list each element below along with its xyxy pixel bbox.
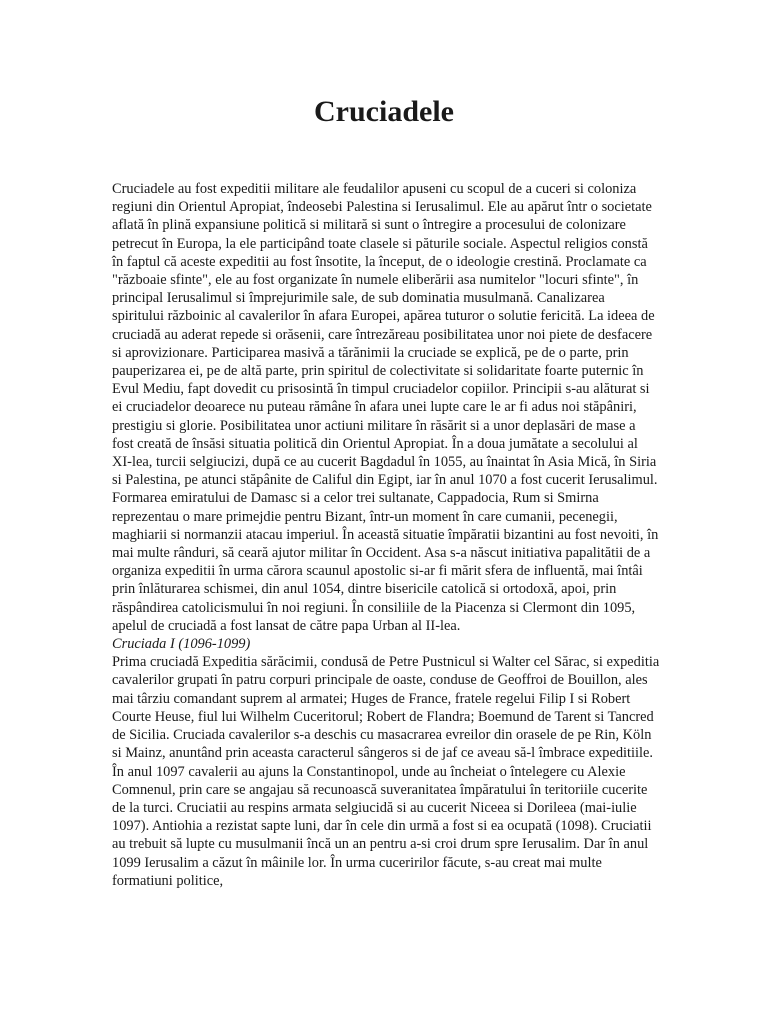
section-heading: Cruciada I (1096-1099) bbox=[112, 636, 251, 653]
section-paragraph: Prima cruciadă Expeditia sărăcimii, condusă de Petre Pustnicul si Walter cel Sărac, si expeditia cavalerilor grupati în patru corpuri principale de oaste, conduse de Geoffroi de Bouillon, ales mai târziu comandant suprem al armatei; Huges de France, fratele regelui Filip I si Robert Courte Heuse, fiul lui Wilhelm Cuceritorul; Robert de Flandra; Boemund de Tarent si Tancred de Sicilia. Cruciada cavalerilor s-a deschis cu masacrarea evreilor din orasele de pe Rin, Köln si Mainz, anuntând prin aceasta caracterul sângeros si de jaf ce aveau să-l îmbrace expeditiile. În anul 1097 cavalerii au ajuns la Constantinopol, unde au încheiat o întelegere cu Alexie Comnenul, prin care se angajau să recunoască suveranitatea împăratului în teritoriile cucerite de la turci. Cruciatii au respins armata selgiucidă si au cucerit Niceea si Dorileea (mai-iulie 1097). Antiohia a rezistat sapte luni, dar în cele din urmă a fost si ea ocupată (1098). Cruciatii au trebuit să lupte cu musulmanii încă un an pentru a-si croi drum spre Ierusalim. Dar în anul 1099 Ierusalim a căzut în mâinile lor. În urma cuceririlor făcute, s-au creat mai multe formatiuni politice, bbox=[112, 654, 660, 889]
document-title: Cruciadele bbox=[314, 95, 454, 128]
intro-paragraph: Cruciadele au fost expeditii militare ale feudalilor apuseni cu scopul de a cuceri si coloniza regiuni din Orientul Apropiat, îndeosebi Palestina si Ierusalimul. Ele au apărut într o societate aflată în plină expansiune politică si militară si sunt o întregire a procesului de colonizare petrecut în Europa, la ele participând toate clasele si păturile sociale. Aspectul religios constă în faptul că aceste expeditii au fost însotite, la început, de o ideologie crestină. Proclamate ca "războaie sfinte", ele au fost organizate în numele eliberării asa numitelor "locuri sfinte", în principal Ierusalimul si împrejurimile sale, de sub dominatia musulmană. Canalizarea spiritului războinic al cavalerilor în afara Europei, apărea tuturor o solutie fericită. La ideea de cruciadă au aderat repede si orăsenii, care întrezăreau posibilitatea unor noi piete de desfacere si aprovizionare. Participarea masivă a tărănimii la cruciade se explică, pe de o parte, prin pauperizarea ei, pe de altă parte, prin spiritul de colectivitate si solidaritate foarte puternic în Evul Mediu, fapt dovedit cu prisosintă în timpul cruciadelor copiilor. Principii s-au alăturat si ei cruciadelor deoarece nu puteau rămâne în afara unei lupte care le ar fi adus noi stăpâniri, prestigiu si glorie. Posibilitatea unor actiuni militare în răsărit si a unor deplasări de mase a fost creată de însăsi situatia politică din Orientul Apropiat. În a doua jumătate a secolului al XI-lea, turcii selgiucizi, după ce au cucerit Bagdadul în 1055, au înaintat în Asia Mică, în Siria si Palestina, pe atunci stăpânite de Califul din Egipt, iar în anul 1070 a fost cucerit Ierusalimul. Formarea emiratului de Damasc si a celor trei sultanate, Cappadocia, Rum si Smirna reprezentau o mare primejdie pentru Bizant, într-un moment în care cumanii, pecenegii, maghiarii si normanzii atacau imperiul. În această situatie împăratii bizantini au fost nevoiti, în mai multe rânduri, să ceară ajutor militar în Occident. Asa s-a născut initiativa papalitătii de a organiza expeditii în urma cărora scaunul apostolic si-ar fi mărit sfera de influentă, mai întâi prin înlăturarea schismei, din anul 1054, dintre bisericile catolică si ortodoxă, apoi, prin răspândirea catolicismului în noi regiuni. În consiliile de la Piacenza si Clermont din 1095, apelul de cruciadă a fost lansat de către papa Urban al II-lea. bbox=[112, 181, 659, 634]
document-body bbox=[112, 180, 660, 890]
